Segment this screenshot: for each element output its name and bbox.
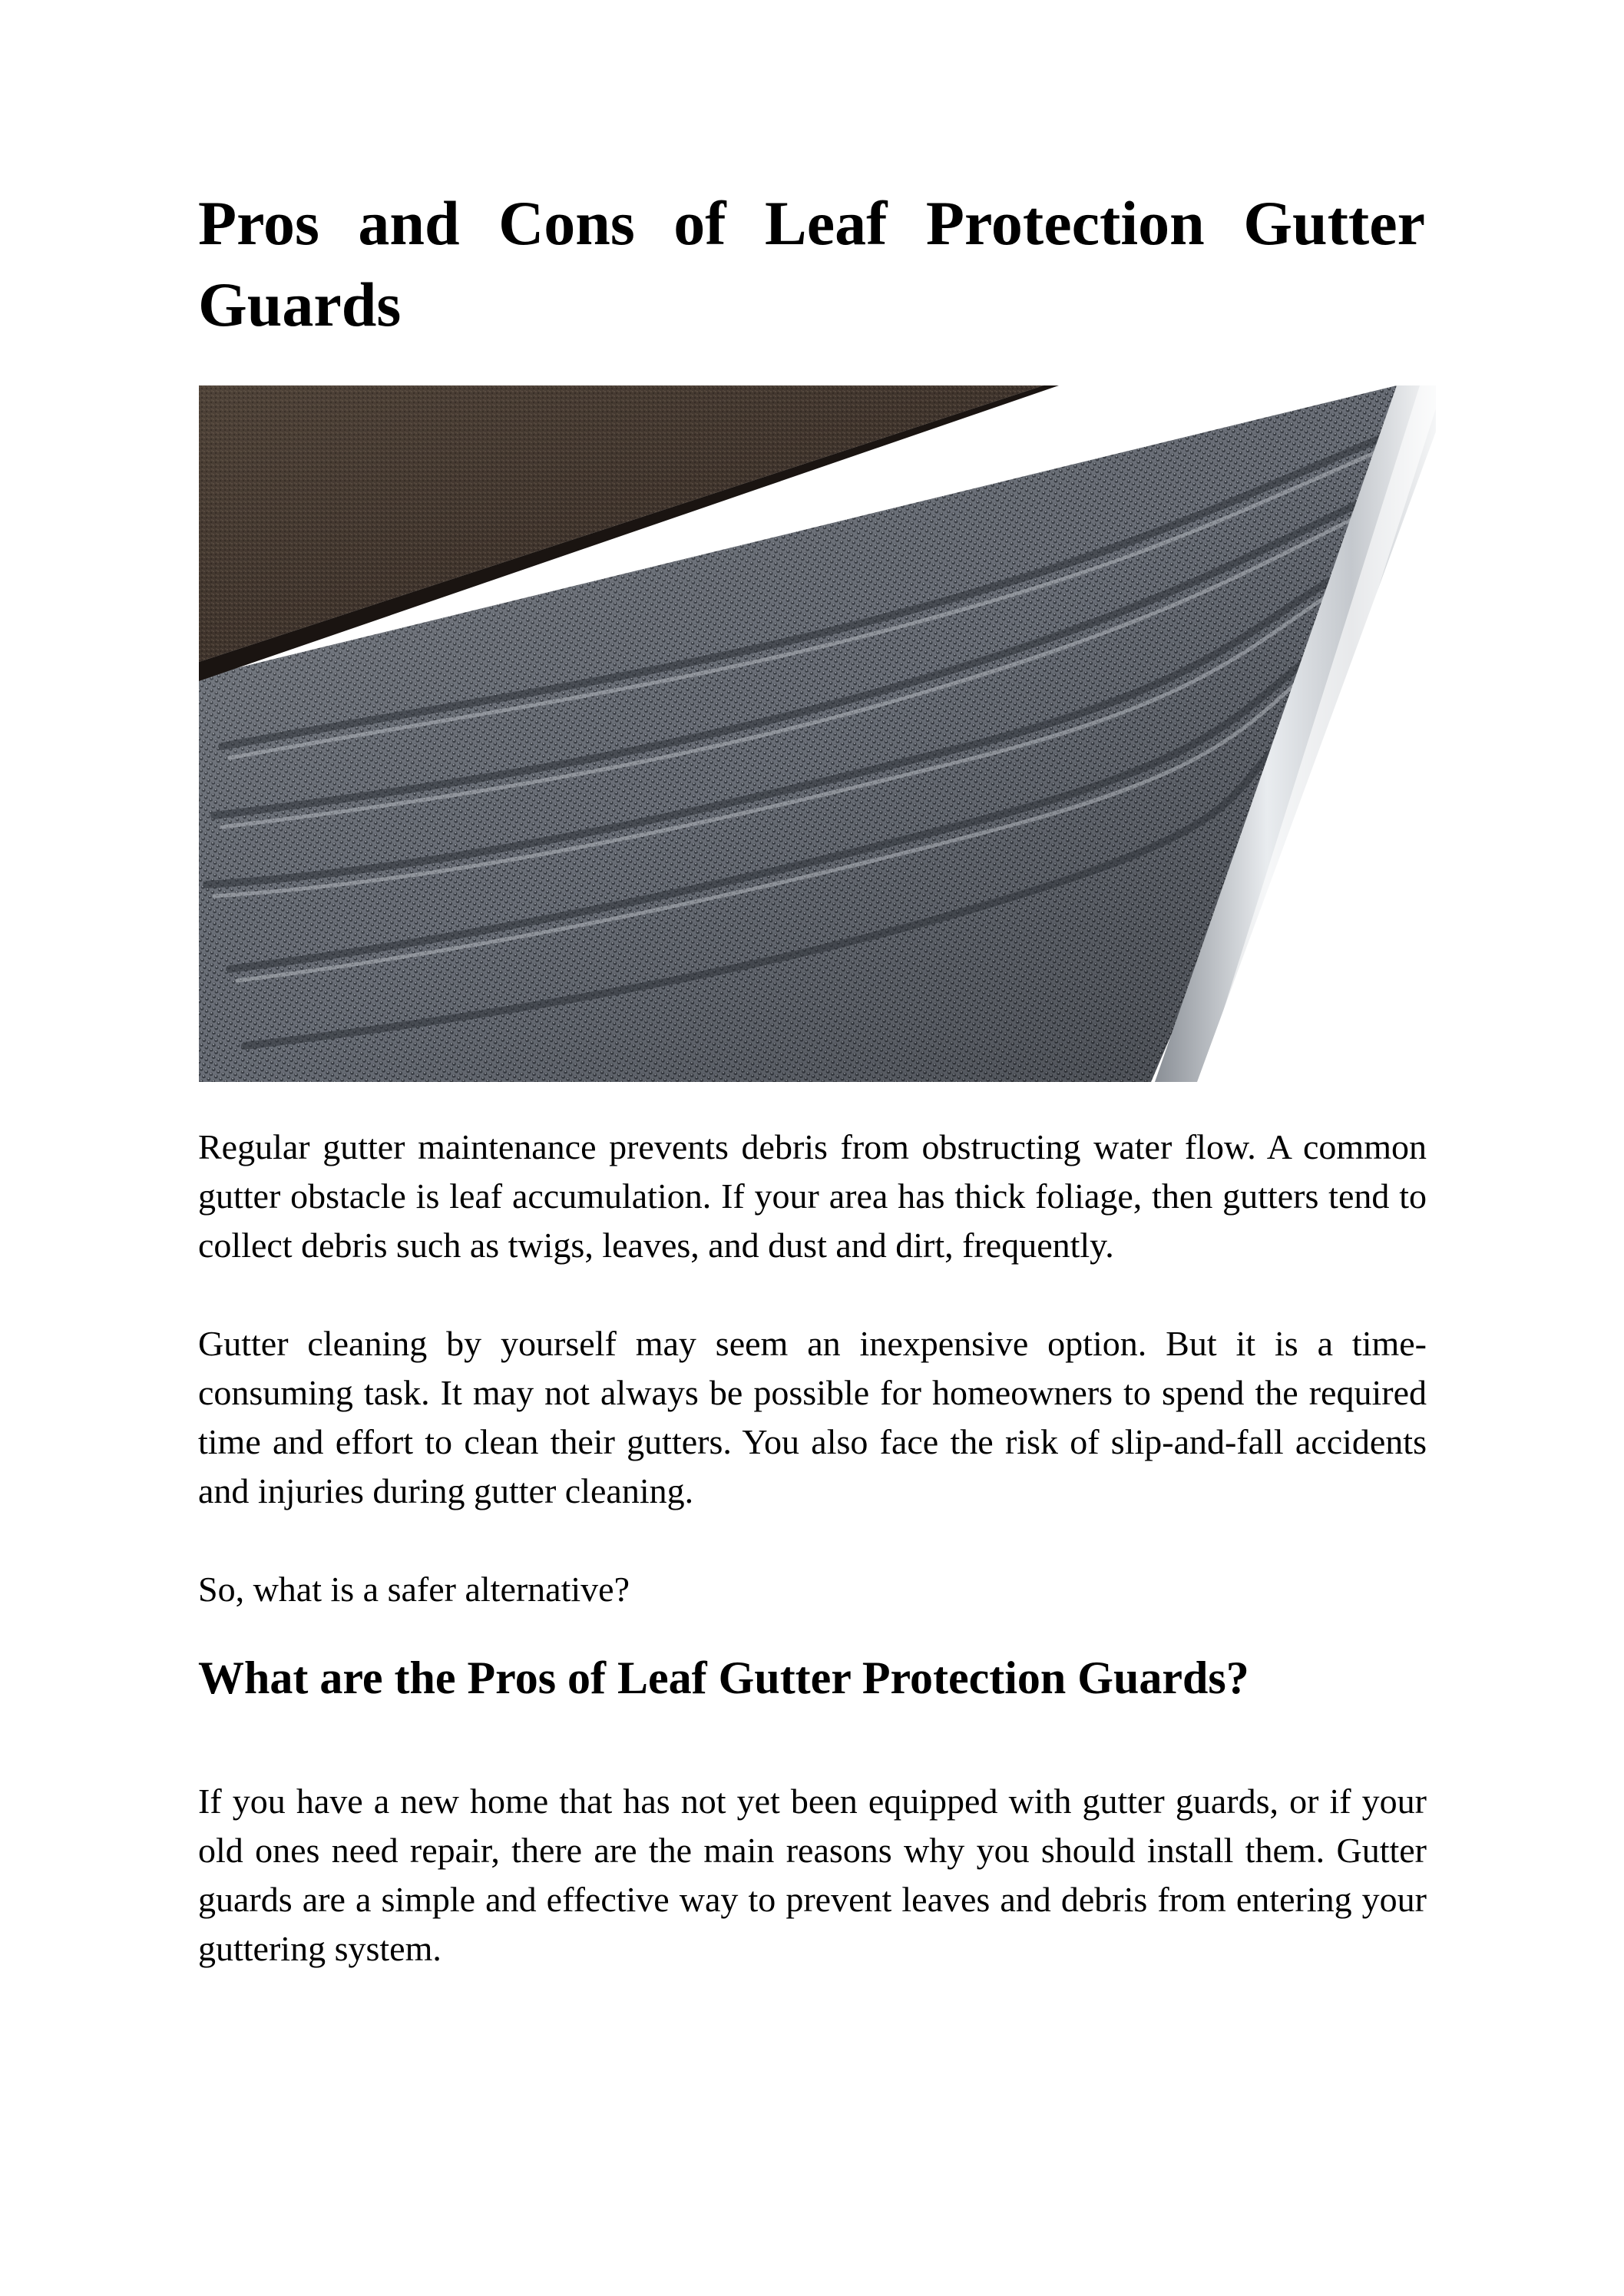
cleaning-paragraph: Gutter cleaning by yourself may seem an inexpensive option. But it is a time-consuming task. It may not always be possible for homeowners to spend the required time and effort to clean their gutters. You also face the risk of slip-and-fall accidents and injuries during gutter cleaning. [198,1324,1427,1510]
section-paragraph: If you have a new home that has not yet been equipped with gutter guards, or if your old ones need repair, there are the main reasons why you should install them. Gutter guards are a simple and effective way to prevent leaves and debris from entering your guttering system. [198,1782,1427,1968]
intro-paragraph: Regular gutter maintenance prevents debris from obstructing water flow. A common gutter obstacle is leaf accumulation. If your area has thick foliage, then gutters tend to collect debris such as twigs, leaves, and dust and dirt, frequently. [198,1127,1427,1265]
alternative-question: So, what is a safer alternative? [198,1570,630,1609]
gutter-guard-photo [199,385,1436,1082]
article-title: Pros and Cons of Leaf Protection Gutter Guards [198,188,1425,339]
section-heading: What are the Pros of Leaf Gutter Protection Guards? [198,1653,1249,1703]
